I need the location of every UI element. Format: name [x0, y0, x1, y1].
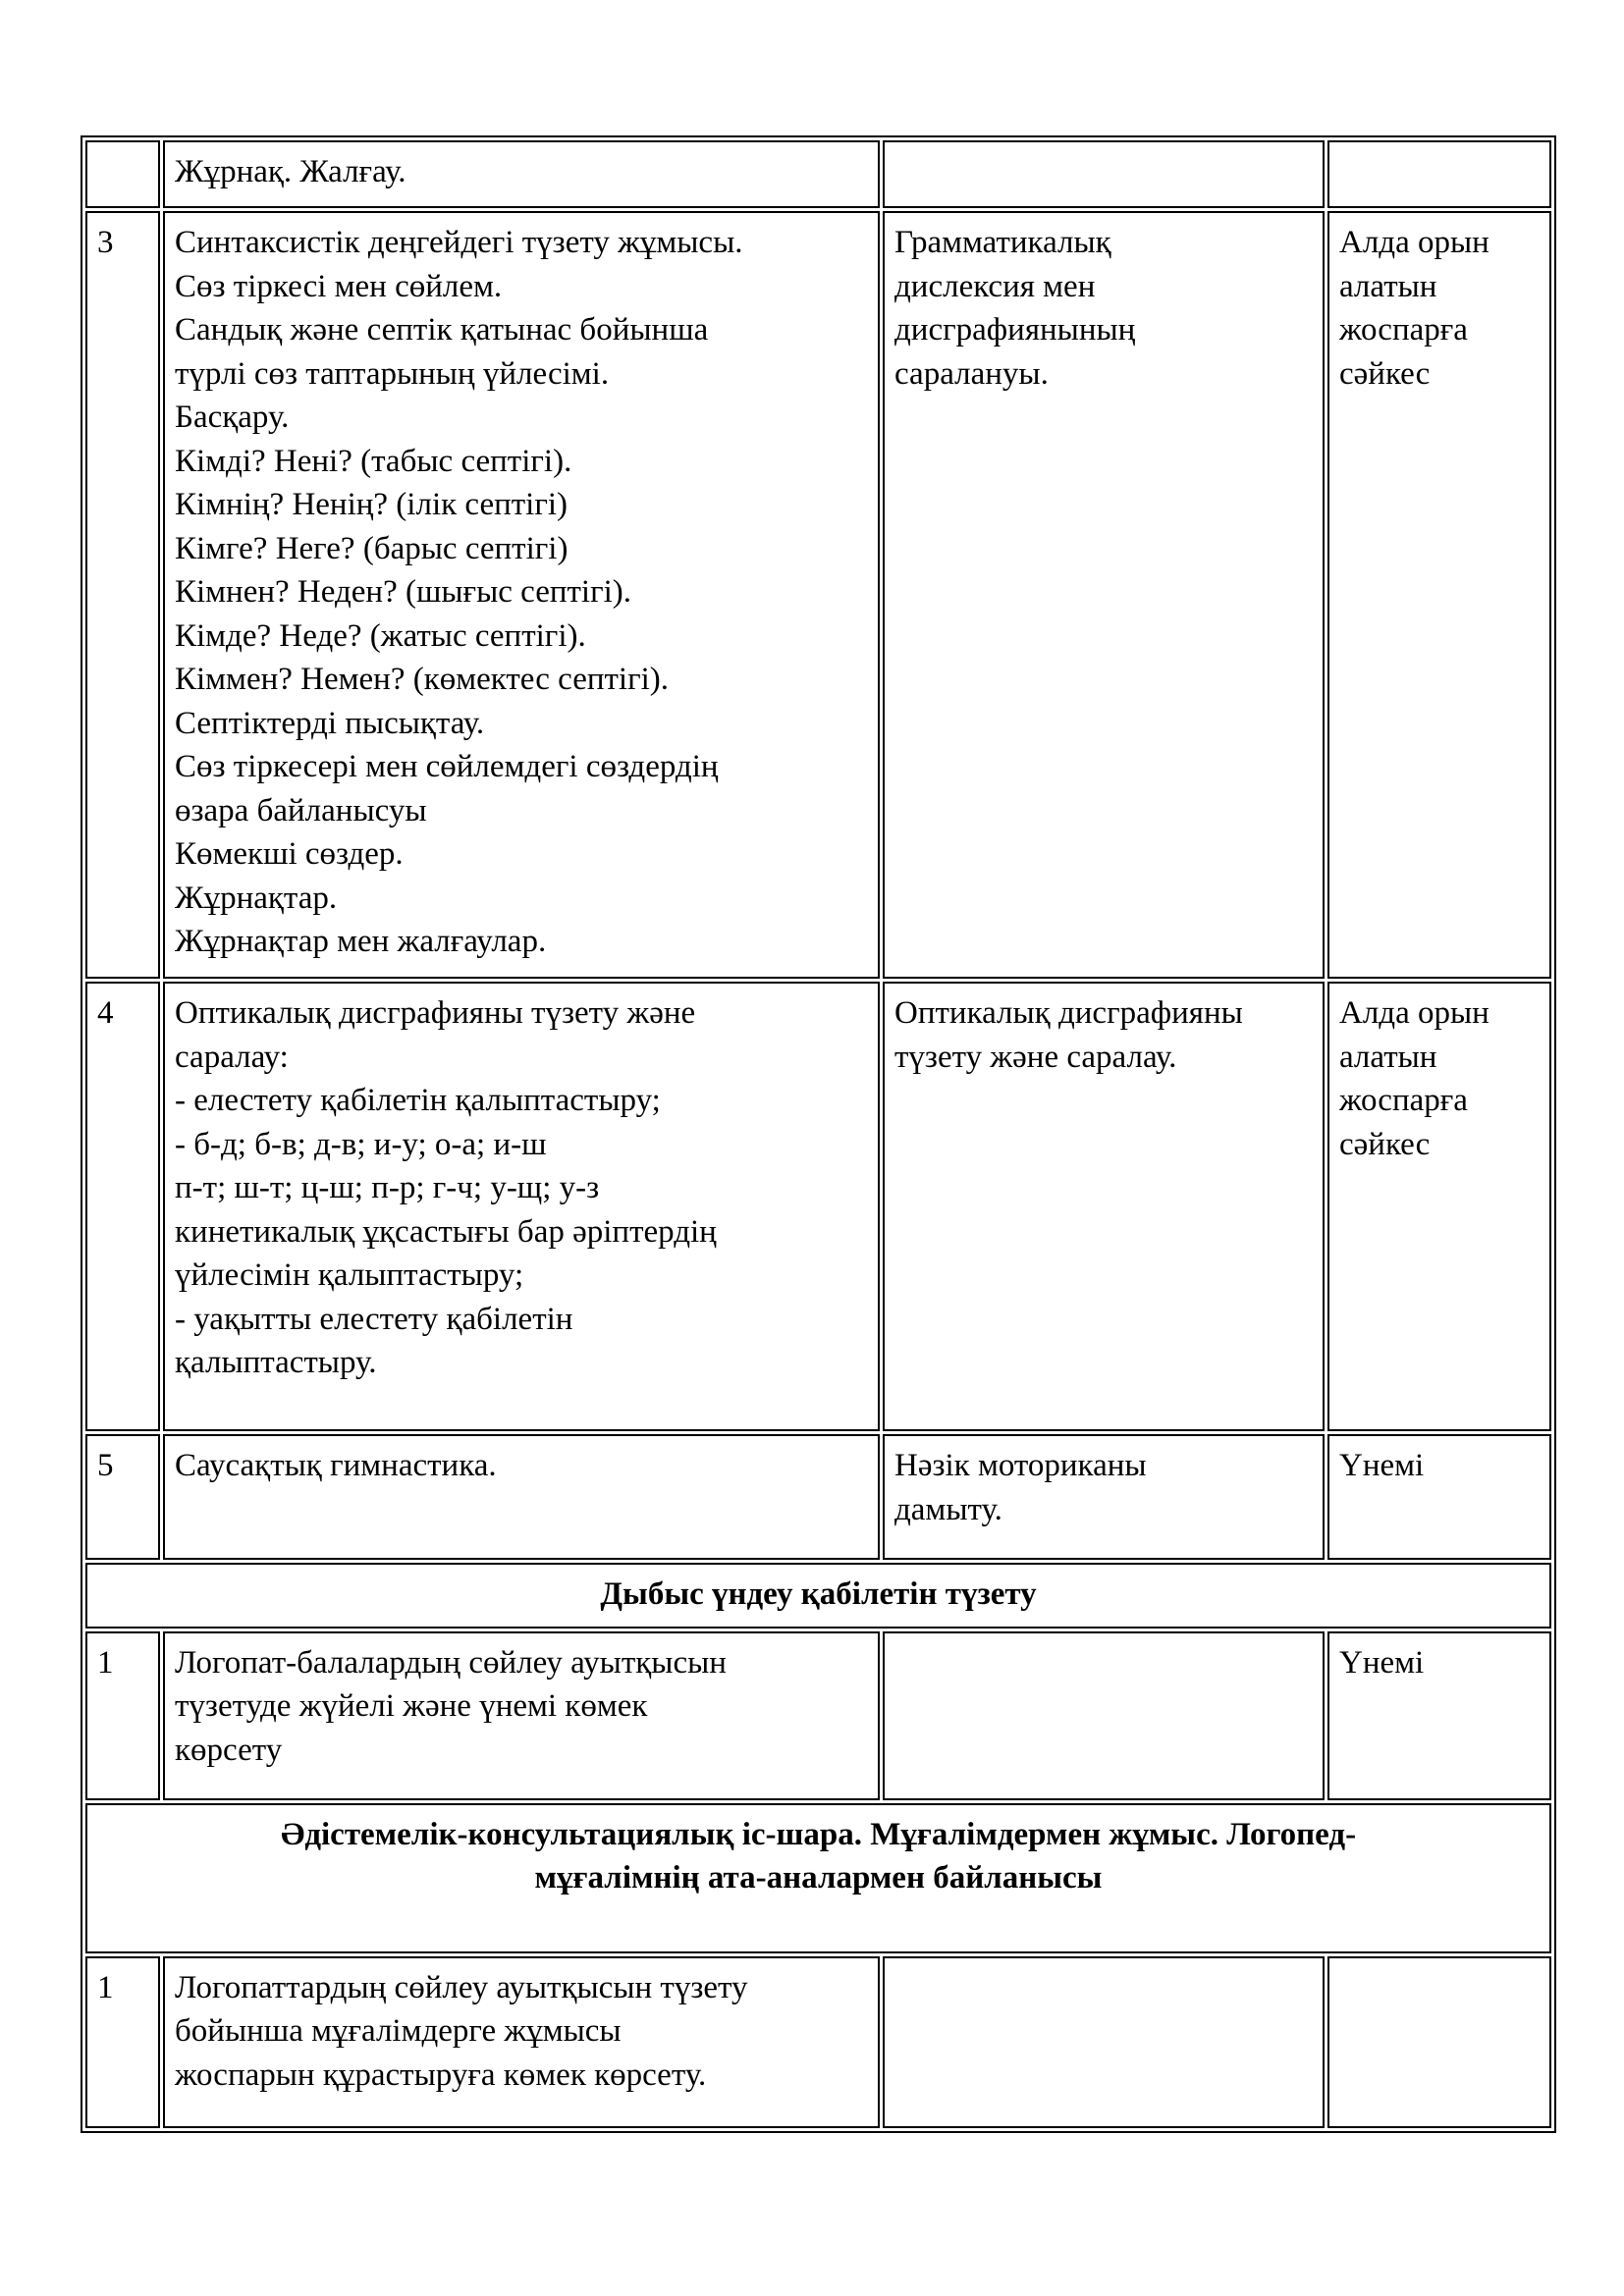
work-content-cell: Оптикалық дисграфияны түзету және саралау: - елестету қабілетін қалыптастыру; - б-д; б-в; д-в; и-у; о-а; и-ш п-т; ш-т; ц-ш; п-р; г-ч; у-щ; у-з кинетикалық ұқсастығы бар әріптердің үйлесімін қалыптастыру; - уақытты елестету қабілетін қалыптастыру.	[163, 982, 880, 1431]
row-number: 1	[85, 1631, 160, 1800]
work-content-cell: Жұрнақ. Жалғау.	[163, 140, 880, 208]
work-content-cell: Саусақтық гимнастика.	[163, 1434, 880, 1560]
section-header-row	[85, 1803, 1551, 1953]
row-number: 5	[85, 1434, 160, 1560]
goal-cell	[883, 1956, 1325, 2128]
goal-cell	[883, 1631, 1325, 1800]
timing-cell: Алда орын алатын жоспарға сәйкес	[1327, 211, 1551, 979]
work-content-cell: Логопат-балалардың сөйлеу ауытқысын түзетуде жүйелі және үнемі көмек көрсету	[163, 1631, 880, 1800]
goal-cell: Нәзік моториканы дамыту.	[883, 1434, 1325, 1560]
row-number: 4	[85, 982, 160, 1431]
table-row	[85, 140, 1551, 208]
goal-cell: Грамматикалық дислексия мен дисграфиянының саралануы.	[883, 211, 1325, 979]
goal-cell: Оптикалық дисграфияны түзету және саралау.	[883, 982, 1325, 1431]
table-row	[85, 1631, 1551, 1800]
goal-cell	[883, 140, 1325, 208]
work-content-cell: Синтаксистік деңгейдегі түзету жұмысы. Сөз тіркесі мен сөйлем. Сандық және септік қатынас бойынша түрлі сөз таптарының үйлесімі. Басқару. Кімді? Нені? (табыс септігі). Кімнің? Ненің? (ілік септігі) Кімге? Неге? (барыс септігі) Кімнен? Неден? (шығыс септігі). Кімде? Неде? (жатыс септігі). Кіммен? Немен? (көмектес септігі). Септіктерді пысықтау. Сөз тіркесері мен сөйлемдегі сөздердің өзара байланысуы Көмекші сөздер. Жұрнақтар. Жұрнақтар мен жалғаулар.	[163, 211, 880, 979]
timing-cell: Үнемі	[1327, 1631, 1551, 1800]
section-header-row	[85, 1563, 1551, 1629]
table-row	[85, 982, 1551, 1431]
work-content-cell: Логопаттардың сөйлеу ауытқысын түзету бойынша мұғалімдерге жұмысы жоспарын құрастыруға көмек көрсету.	[163, 1956, 880, 2128]
timing-cell: Үнемі	[1327, 1434, 1551, 1560]
timing-cell	[1327, 1956, 1551, 2128]
plan-table	[81, 135, 1556, 2133]
table-row	[85, 1956, 1551, 2128]
table-row	[85, 1434, 1551, 1560]
section-title: Дыбыс үндеу қабілетін түзету	[85, 1563, 1551, 1629]
row-number	[85, 140, 160, 208]
table-row	[85, 211, 1551, 979]
timing-cell: Алда орын алатын жоспарға сәйкес	[1327, 982, 1551, 1431]
row-number: 3	[85, 211, 160, 979]
section-title: Әдістемелік-консультациялық іс-шара. Мұғалімдермен жұмыс. Логопед- мұғалімнің ата-аналармен байланысы	[85, 1803, 1551, 1953]
row-number: 1	[85, 1956, 160, 2128]
timing-cell	[1327, 140, 1551, 208]
